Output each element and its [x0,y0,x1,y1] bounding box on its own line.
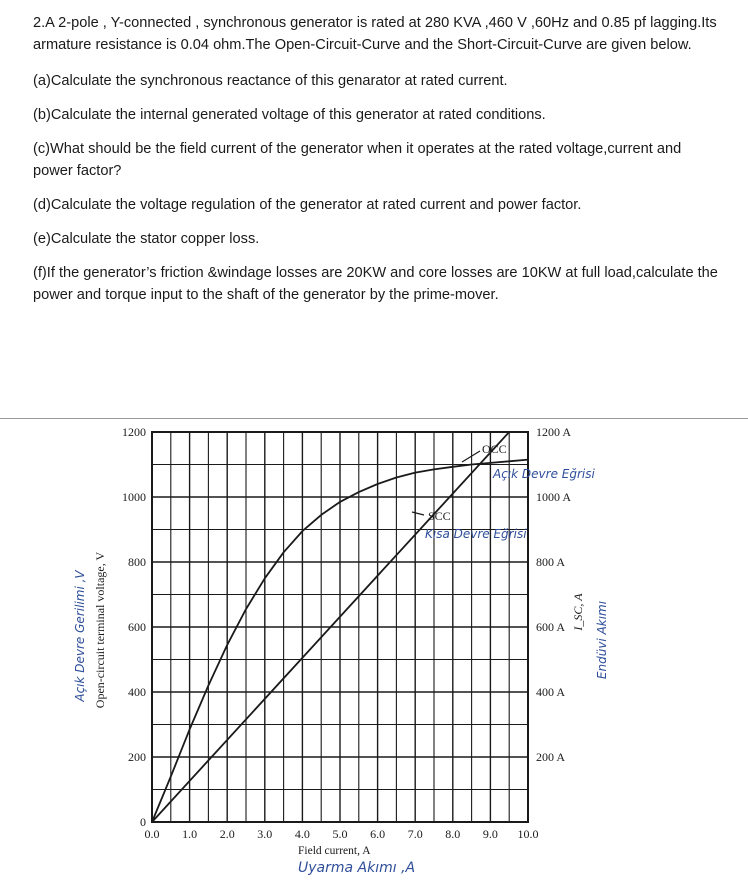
occ-label: OCC [482,442,507,456]
problem-intro: 2.A 2-pole , Y-connected , synchronous generator is rated at 280 KVA ,460 V ,60Hz and 0.85 pf lagging.Its armature resistance is 0.04 ohm.The Open-Circuit-Curve and the Short-Circuit-Curve are given below. [33,15,717,53]
y2-tick-label: 200 A [536,750,566,764]
occ-annotation: Açık Devre Eğrisi [493,467,595,481]
y2-tick-label: 1000 A [536,490,572,504]
y2-tick-label: 600 A [536,620,566,634]
x-tick-label: 5.0 [332,827,348,841]
x-tick-label: 8.0 [445,827,461,841]
scc-leader [412,512,424,515]
scc-callout [412,509,527,541]
x-axis-label: Field current, A [298,845,371,857]
problem-part-d: (d)Calculate the voltage regulation of the generator at rated current and power factor. [33,197,582,213]
problem-part-b: (b)Calculate the internal generated voltage of this generator at rated conditions. [33,107,546,123]
scc-annotation: Kısa Devre Eğrisi [425,527,527,541]
y-axis-handwritten-note: Açık Devre Gerilimi ,V [73,570,87,702]
x-axis-handwritten-note: Uyarma Akımı ,A [298,860,416,876]
problem-part-c: (c)What should be the field current of the generator when it operates at the rated voltage,current and power factor? [33,141,682,179]
y2-axis-handwritten-note: Endüvi Akımı [595,600,609,680]
scc-label: SCC [428,509,451,523]
y2-tick-label: 400 A [536,685,566,699]
x-tick-label: 0.0 [144,827,160,841]
x-tick-label: 2.0 [219,827,235,841]
x-tick-label: 7.0 [407,827,423,841]
y-tick-label: 600 [128,620,146,634]
y-tick-label: 0 [140,815,146,829]
y-axis-label: Open-circuit terminal voltage, V [93,551,107,709]
problem-part-a: (a)Calculate the synchronous reactance of this genarator at rated current. [33,73,508,89]
problem-part-f: (f)If the generator’s friction &windage losses are 20KW and core losses are 10KW at full load,calculate the power and torque input to the shaft of the generator by the prime-mover. [33,265,718,303]
y2-axis-label: I_SC, A [571,593,585,631]
x-tick-label: 4.0 [294,827,310,841]
y2-tick-label: 800 A [536,555,566,569]
y-tick-label: 800 [128,555,146,569]
problem-part-e: (e)Calculate the stator copper loss. [33,231,260,247]
x-tick-label: 10.0 [517,827,539,841]
y-tick-label: 1200 [122,425,146,439]
y-tick-label: 1000 [122,490,146,504]
x-tick-label: 6.0 [370,827,386,841]
x-tick-label: 3.0 [257,827,273,841]
x-tick-label: 1.0 [182,827,198,841]
y-tick-label: 200 [128,750,146,764]
y-tick-label: 400 [128,685,146,699]
x-tick-label: 9.0 [482,827,498,841]
y2-tick-label: 1200 A [536,425,572,439]
occ-leader [462,451,480,462]
chart-grid [152,432,528,822]
